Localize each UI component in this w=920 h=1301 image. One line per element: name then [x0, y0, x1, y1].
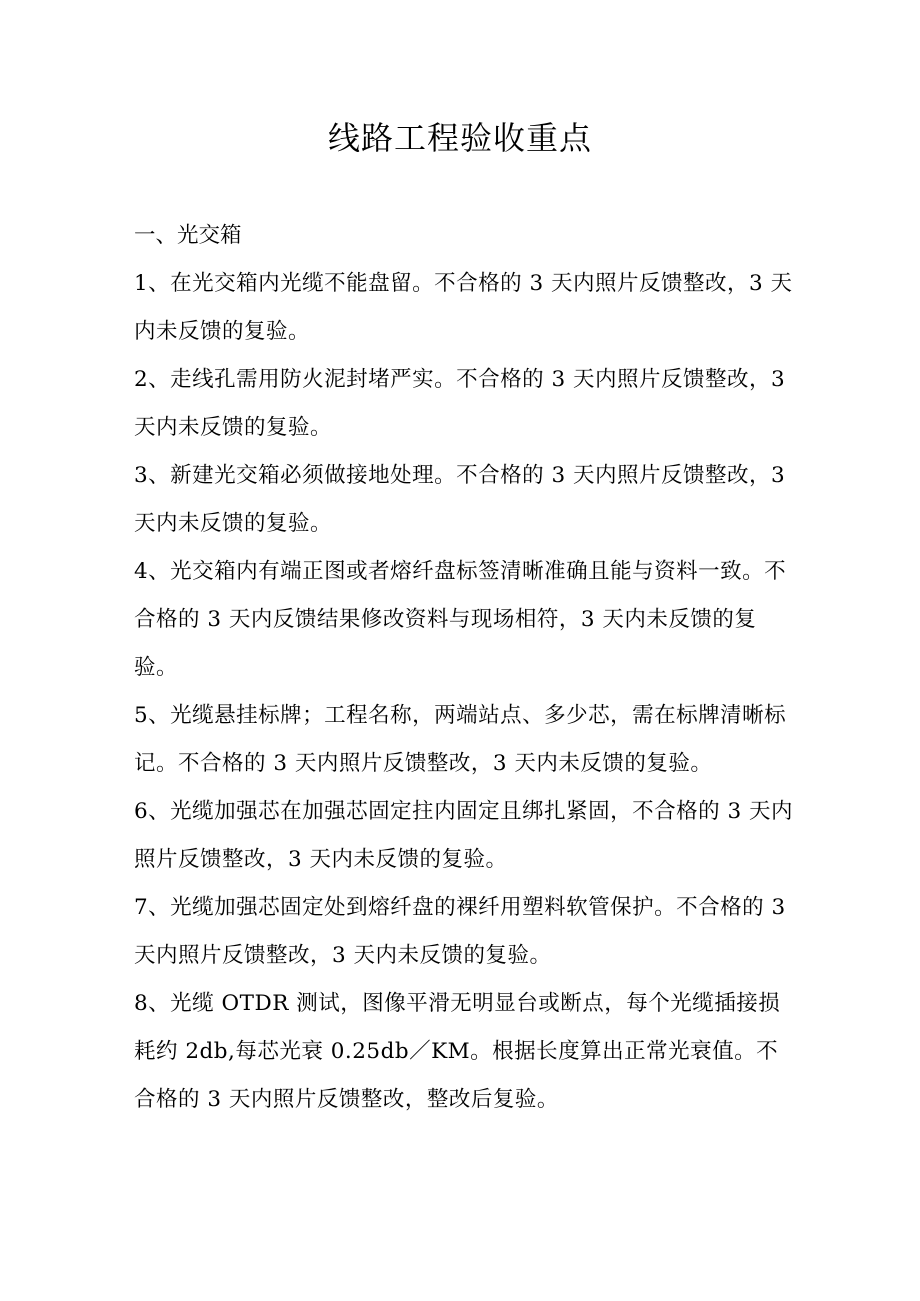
- list-item: 7、光缆加强芯固定处到熔纤盘的裸纤用塑料软管保护。不合格的 3 天内照片反馈整改，3 天内未反馈的复验。: [134, 895, 786, 968]
- document-title: 线路工程验收重点: [327, 119, 592, 157]
- list-item: 5、光缆悬挂标牌；工程名称，两端站点、多少芯，需在标牌清晰标记。不合格的 3 天内照片反馈整改，3 天内未反馈的复验。: [134, 703, 787, 776]
- document-body: [134, 212, 800, 1124]
- list-item: 8、光缆 OTDR 测试，图像平滑无明显台或断点，每个光缆插接损耗约 2db,每芯光衰 0.25db／KM。根据长度算出正常光衰值。不合格的 3 天内照片反馈整改，整改后复验。: [134, 991, 781, 1112]
- list-item: 1、在光交箱内光缆不能盘留。不合格的 3 天内照片反馈整改，3 天内未反馈的复验。: [134, 271, 793, 344]
- section-heading: 一、光交箱: [134, 223, 242, 248]
- list-item: 4、光交箱内有端正图或者熔纤盘标签清晰准确且能与资料一致。不合格的 3 天内反馈结果修改资料与现场相符，3 天内未反馈的复验。: [134, 559, 787, 680]
- list-item: 2、走线孔需用防火泥封堵严实。不合格的 3 天内照片反馈整改，3 天内未反馈的复验。: [134, 367, 786, 440]
- list-item: 6、光缆加强芯在加强芯固定拄内固定且绑扎紧固，不合格的 3 天内照片反馈整改，3 天内未反馈的复验。: [134, 799, 794, 872]
- list-item: 3、新建光交箱必须做接地处理。不合格的 3 天内照片反馈整改，3 天内未反馈的复验。: [134, 463, 786, 536]
